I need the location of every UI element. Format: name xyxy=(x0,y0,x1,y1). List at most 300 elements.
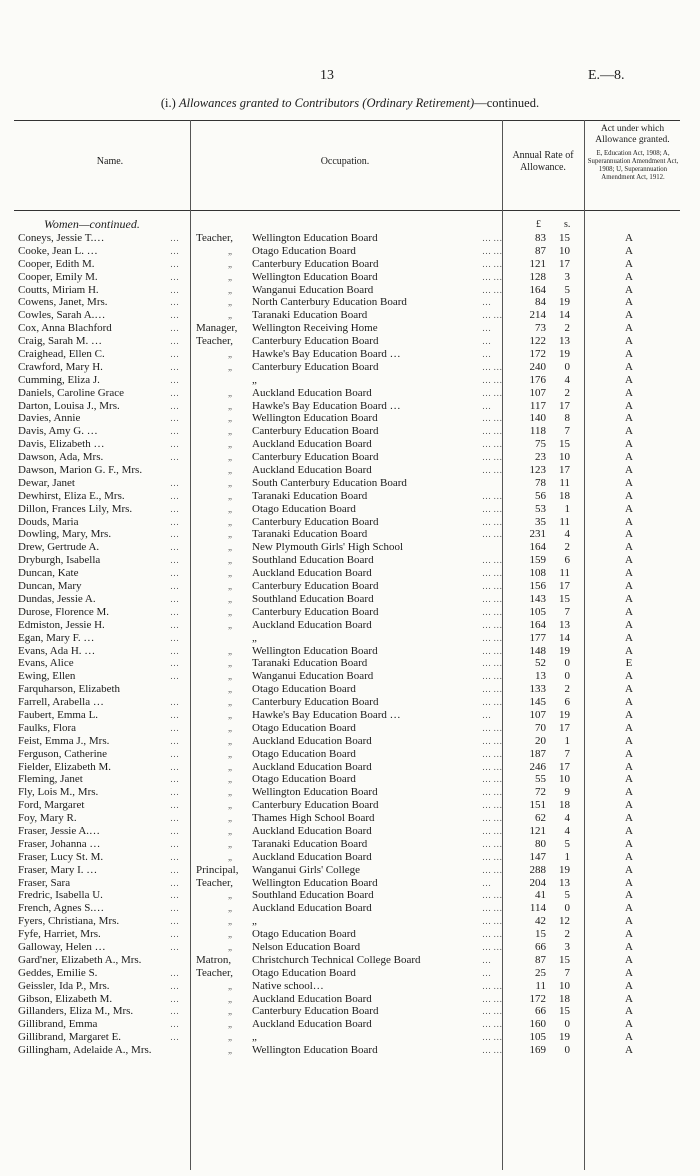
occupation-board: Wellington Education Board xyxy=(252,412,378,425)
leader-dots: … xyxy=(170,400,179,411)
row-name: Davis, Elizabeth … xyxy=(18,438,105,451)
table-row xyxy=(0,877,700,890)
leader-dots: … xyxy=(170,503,179,514)
act-code: A xyxy=(625,824,633,837)
ditto-mark: „ xyxy=(228,439,232,450)
row-name: Gillingham, Adelaide A., Mrs. xyxy=(18,1044,152,1057)
ditto-mark: „ xyxy=(228,426,232,437)
act-code: A xyxy=(625,283,633,296)
occupation-board: Otago Education Board xyxy=(252,683,356,696)
leader-dots: … xyxy=(170,452,179,463)
allowance-shillings: 19 xyxy=(559,708,570,721)
leader-dots: … … xyxy=(482,851,503,862)
leader-dots: … xyxy=(170,864,179,875)
table-row xyxy=(0,606,700,619)
occupation-board: North Canterbury Education Board xyxy=(252,296,407,309)
leader-dots: … xyxy=(170,697,179,708)
occupation-board: Canterbury Education Board xyxy=(252,451,379,464)
allowance-pounds: 118 xyxy=(529,425,546,438)
allowance-shillings: 5 xyxy=(564,283,570,296)
ditto-mark: „ xyxy=(228,916,232,927)
row-name: Fielder, Elizabeth M. xyxy=(18,760,112,773)
row-name: Douds, Maria xyxy=(18,515,79,528)
occupation-board: Taranaki Education Board xyxy=(252,657,368,670)
allowance-pounds: 83 xyxy=(535,232,546,244)
act-code: A xyxy=(625,296,633,309)
allowance-shillings: 17 xyxy=(559,580,570,593)
ditto-mark: „ xyxy=(228,593,232,604)
ditto-mark: „ xyxy=(228,671,232,682)
ditto-mark: „ xyxy=(228,310,232,321)
shilling-symbol: s. xyxy=(564,219,571,230)
row-name: Dawson, Ada, Mrs. xyxy=(18,451,104,464)
allowance-pounds: 72 xyxy=(535,786,546,799)
occupation-board: Hawke's Bay Education Board … xyxy=(252,399,401,412)
occupation-board: Otago Education Board xyxy=(252,244,356,257)
act-code: A xyxy=(625,863,633,876)
leader-dots: … xyxy=(170,606,179,617)
act-code: A xyxy=(625,360,633,373)
leader-dots: … xyxy=(170,671,179,682)
table-row xyxy=(0,657,700,670)
leader-dots: … … xyxy=(482,258,503,269)
occupation-board: Otago Education Board xyxy=(252,721,356,734)
act-code: A xyxy=(625,670,633,683)
ditto-mark: „ xyxy=(228,477,232,488)
leader-dots: … xyxy=(170,941,179,952)
allowance-pounds: 172 xyxy=(529,348,546,361)
allowance-pounds: 23 xyxy=(535,451,546,464)
leader-dots: … xyxy=(170,967,179,978)
act-code: A xyxy=(625,979,633,992)
table-row xyxy=(0,941,700,954)
leader-dots: … … xyxy=(482,929,503,940)
occupation-role: Teacher, xyxy=(196,335,233,348)
allowance-shillings: 0 xyxy=(564,1018,570,1031)
allowance-pounds: 56 xyxy=(535,489,546,502)
allowance-shillings: 2 xyxy=(564,683,570,696)
allowance-shillings: 17 xyxy=(559,399,570,412)
ditto-mark: „ xyxy=(228,941,232,952)
act-code: A xyxy=(625,902,633,915)
allowance-shillings: 1 xyxy=(564,502,570,515)
table-row xyxy=(0,915,700,928)
leader-dots: … xyxy=(170,1032,179,1043)
act-code: A xyxy=(625,373,633,386)
table-row xyxy=(0,554,700,567)
leader-dots: … … xyxy=(482,271,503,282)
act-code: A xyxy=(625,232,633,244)
act-code: A xyxy=(625,476,633,489)
allowance-shillings: 7 xyxy=(564,425,570,438)
occupation-role: Matron, xyxy=(196,953,232,966)
leader-dots: … xyxy=(170,413,179,424)
leader-dots: … xyxy=(170,490,179,501)
allowance-shillings: 2 xyxy=(564,541,570,554)
ditto-mark: „ xyxy=(228,929,232,940)
ditto-mark: „ xyxy=(228,735,232,746)
act-code: A xyxy=(625,876,633,889)
allowance-shillings: 4 xyxy=(564,812,570,825)
allowance-shillings: 10 xyxy=(559,244,570,257)
table-row xyxy=(0,825,700,838)
leader-dots: … … xyxy=(482,426,503,437)
ditto-mark: „ xyxy=(228,349,232,360)
leader-dots: … … xyxy=(482,903,503,914)
allowance-pounds: 143 xyxy=(529,592,546,605)
occupation-board: Southland Education Board xyxy=(252,554,374,567)
table-row xyxy=(0,748,700,761)
table-row xyxy=(0,541,700,554)
leader-dots: … … xyxy=(482,658,503,669)
ditto-mark: „ xyxy=(228,697,232,708)
table-row xyxy=(0,980,700,993)
leader-dots: … xyxy=(170,271,179,282)
occupation-board: Wellington Education Board xyxy=(252,786,378,799)
act-code: A xyxy=(625,773,633,786)
table-row xyxy=(0,902,700,915)
table-row xyxy=(0,284,700,297)
leader-dots: … … xyxy=(482,619,503,630)
row-name: Farquharson, Elizabeth xyxy=(18,683,121,696)
act-code: A xyxy=(625,567,633,580)
leader-dots: … xyxy=(170,593,179,604)
allowance-shillings: 1 xyxy=(564,850,570,863)
allowance-shillings: 0 xyxy=(564,1044,570,1057)
ditto-mark: „ xyxy=(228,838,232,849)
ditto-mark: „ xyxy=(228,1019,232,1030)
table-row xyxy=(0,245,700,258)
allowance-shillings: 13 xyxy=(559,335,570,348)
occupation-board: Auckland Education Board xyxy=(252,618,372,631)
occupation-board: Auckland Education Board xyxy=(252,992,372,1005)
occupation-board: Canterbury Education Board xyxy=(252,605,379,618)
leader-dots: … … xyxy=(482,439,503,450)
leader-dots: … xyxy=(170,361,179,372)
leader-dots: … xyxy=(170,632,179,643)
row-name: Durose, Florence M. xyxy=(18,605,110,618)
act-code: A xyxy=(625,489,633,502)
table-row xyxy=(0,812,700,825)
leader-dots: … … xyxy=(482,735,503,746)
allowance-pounds: 160 xyxy=(529,1018,546,1031)
leader-dots: … xyxy=(482,336,491,347)
allowance-pounds: 70 xyxy=(535,721,546,734)
row-name: Cooke, Jean L. … xyxy=(18,244,98,257)
allowance-shillings: 4 xyxy=(564,824,570,837)
act-code: A xyxy=(625,966,633,979)
leader-dots: … xyxy=(170,709,179,720)
row-name: Cowles, Sarah A.… xyxy=(18,309,106,322)
occupation-board: Canterbury Education Board xyxy=(252,799,379,812)
occupation-board: Wellington Education Board xyxy=(252,1044,378,1057)
row-name: Fraser, Sara xyxy=(18,876,71,889)
leader-dots: … xyxy=(170,555,179,566)
ditto-mark: „ xyxy=(228,761,232,772)
leader-dots: … xyxy=(170,851,179,862)
occupation-board: Wellington Education Board xyxy=(252,270,378,283)
row-name: Duncan, Mary xyxy=(18,580,82,593)
header-bottom-rule xyxy=(14,210,680,211)
ditto-mark: „ xyxy=(228,568,232,579)
act-code: A xyxy=(625,889,633,902)
leader-dots: … … xyxy=(482,697,503,708)
ditto-mark: „ xyxy=(228,413,232,424)
allowance-pounds: 105 xyxy=(529,605,546,618)
leader-dots: … … xyxy=(482,284,503,295)
leader-dots: … … xyxy=(482,774,503,785)
table-row xyxy=(0,296,700,309)
occupation-board: Auckland Education Board xyxy=(252,824,372,837)
act-code: A xyxy=(625,554,633,567)
leader-dots: … … xyxy=(482,748,503,759)
leader-dots: … … xyxy=(482,387,503,398)
ditto-mark: „ xyxy=(228,825,232,836)
row-name: Cumming, Eliza J. xyxy=(18,373,100,386)
leader-dots: … xyxy=(170,838,179,849)
table-row xyxy=(0,838,700,851)
table-row xyxy=(0,348,700,361)
row-name: Fly, Lois M., Mrs. xyxy=(18,786,99,799)
act-code: A xyxy=(625,502,633,515)
leader-dots: … xyxy=(170,658,179,669)
table-row xyxy=(0,593,700,606)
row-name: Cowens, Janet, Mrs. xyxy=(18,296,108,309)
ditto-mark: „ xyxy=(228,516,232,527)
leader-dots: … … xyxy=(482,645,503,656)
table-row xyxy=(0,477,700,490)
allowance-pounds: 62 xyxy=(535,812,546,825)
act-code: A xyxy=(625,1005,633,1018)
allowance-pounds: 133 xyxy=(529,683,546,696)
occupation-board: Auckland Education Board xyxy=(252,464,372,477)
table-row xyxy=(0,761,700,774)
leader-dots: … … xyxy=(482,490,503,501)
table-row xyxy=(0,645,700,658)
ditto-mark: „ xyxy=(228,490,232,501)
allowance-pounds: 121 xyxy=(529,824,546,837)
allowance-pounds: 66 xyxy=(535,940,546,953)
allowance-shillings: 11 xyxy=(559,515,570,528)
row-name: Dewar, Janet xyxy=(18,476,75,489)
act-code: A xyxy=(625,1031,633,1044)
allowance-pounds: 164 xyxy=(529,541,546,554)
row-name: Crawford, Mary H. xyxy=(18,360,103,373)
allowance-pounds: 78 xyxy=(535,476,546,489)
occupation-board: Hawke's Bay Education Board … xyxy=(252,348,401,361)
occupation-role: Principal, xyxy=(196,863,239,876)
occupation-role: Teacher, xyxy=(196,232,233,244)
row-name: Dryburgh, Isabella xyxy=(18,554,101,567)
ditto-mark: „ xyxy=(228,684,232,695)
row-name: Galloway, Helen … xyxy=(18,940,106,953)
row-name: Ferguson, Catherine xyxy=(18,747,108,760)
ditto-mark: „ xyxy=(228,1006,232,1017)
table-row xyxy=(0,309,700,322)
table-row xyxy=(0,722,700,735)
leader-dots: … xyxy=(482,954,491,965)
allowance-pounds: 107 xyxy=(529,708,546,721)
occupation-board: Auckland Education Board xyxy=(252,386,372,399)
allowance-pounds: 176 xyxy=(529,373,546,386)
leader-dots: … … xyxy=(482,516,503,527)
row-name: Davis, Amy G. … xyxy=(18,425,98,438)
occupation-board: Canterbury Education Board xyxy=(252,1005,379,1018)
leader-dots: … xyxy=(170,735,179,746)
occupation-board: Otago Education Board xyxy=(252,928,356,941)
act-code: A xyxy=(625,734,633,747)
occupation-board: South Canterbury Education Board xyxy=(252,476,407,489)
ditto-mark: „ xyxy=(228,1045,232,1056)
leader-dots: … xyxy=(170,761,179,772)
leader-dots: … xyxy=(170,233,179,243)
allowance-shillings: 15 xyxy=(559,1005,570,1018)
act-code: A xyxy=(625,605,633,618)
leader-dots: … xyxy=(170,748,179,759)
section-heading: Women—continued. xyxy=(44,217,140,231)
act-code: A xyxy=(625,451,633,464)
leader-dots: … xyxy=(170,800,179,811)
leader-dots: … xyxy=(482,709,491,720)
leader-dots: … xyxy=(170,323,179,334)
leader-dots: … xyxy=(482,877,491,888)
allowance-shillings: 18 xyxy=(559,799,570,812)
allowance-shillings: 7 xyxy=(564,747,570,760)
leader-dots: … xyxy=(170,916,179,927)
ditto-mark: „ xyxy=(228,271,232,282)
table-row xyxy=(0,851,700,864)
allowance-pounds: 240 xyxy=(529,360,546,373)
act-code: A xyxy=(625,708,633,721)
allowance-shillings: 17 xyxy=(559,721,570,734)
page-header xyxy=(0,68,700,88)
allowance-pounds: 35 xyxy=(535,515,546,528)
leader-dots: … … xyxy=(482,838,503,849)
row-name: Dillon, Frances Lily, Mrs. xyxy=(18,502,133,515)
leader-dots: … xyxy=(170,903,179,914)
act-code: A xyxy=(625,940,633,953)
occupation-board: Taranaki Education Board xyxy=(252,489,368,502)
act-code: A xyxy=(625,348,633,361)
allowance-pounds: 145 xyxy=(529,696,546,709)
leader-dots: … … xyxy=(482,568,503,579)
table-row xyxy=(0,361,700,374)
ditto-mark: „ xyxy=(228,555,232,566)
allowance-shillings: 5 xyxy=(564,889,570,902)
table-row xyxy=(0,232,700,245)
page-number: 13 xyxy=(320,68,334,83)
act-code: A xyxy=(625,335,633,348)
act-code: A xyxy=(625,760,633,773)
table-row xyxy=(0,490,700,503)
leader-dots: … … xyxy=(482,813,503,824)
table-row xyxy=(0,683,700,696)
allowance-shillings: 3 xyxy=(564,940,570,953)
row-name: Geddes, Emilie S. xyxy=(18,966,98,979)
allowance-pounds: 87 xyxy=(535,953,546,966)
occupation-board: Christchurch Technical College Board xyxy=(252,953,421,966)
allowance-shillings: 8 xyxy=(564,412,570,425)
act-code: A xyxy=(625,928,633,941)
allowance-pounds: 231 xyxy=(529,528,546,541)
leader-dots: … … xyxy=(482,761,503,772)
column-header-act: Act under which Allowance granted. xyxy=(595,124,670,145)
act-code: A xyxy=(625,464,633,477)
allowance-shillings: 3 xyxy=(564,270,570,283)
act-code: A xyxy=(625,747,633,760)
leader-dots: … xyxy=(170,258,179,269)
leader-dots: … … xyxy=(482,233,503,243)
table-row xyxy=(0,451,700,464)
table-row xyxy=(0,503,700,516)
allowance-pounds: 246 xyxy=(529,760,546,773)
occupation-board: Auckland Education Board xyxy=(252,760,372,773)
table-row xyxy=(0,799,700,812)
allowance-pounds: 148 xyxy=(529,644,546,657)
occupation-board: New Plymouth Girls' High School xyxy=(252,541,404,554)
row-name: Craig, Sarah M. … xyxy=(18,335,103,348)
occupation-board: „ xyxy=(252,373,257,386)
allowance-pounds: 169 xyxy=(529,1044,546,1057)
occupation-board: Thames High School Board xyxy=(252,812,375,825)
ditto-mark: „ xyxy=(228,258,232,269)
allowance-shillings: 19 xyxy=(559,1031,570,1044)
ditto-mark: „ xyxy=(228,606,232,617)
leader-dots: … xyxy=(170,349,179,360)
leader-dots: … … xyxy=(482,503,503,514)
act-code: A xyxy=(625,580,633,593)
table-row xyxy=(0,889,700,902)
row-name: Coneys, Jessie T.… xyxy=(18,232,105,244)
act-code: A xyxy=(625,812,633,825)
allowance-pounds: 151 xyxy=(529,799,546,812)
allowance-shillings: 0 xyxy=(564,360,570,373)
leader-dots: … … xyxy=(482,632,503,643)
act-code: A xyxy=(625,618,633,631)
ditto-mark: „ xyxy=(228,813,232,824)
occupation-board: Taranaki Education Board xyxy=(252,309,368,322)
leader-dots: … xyxy=(170,374,179,385)
row-name: Evans, Ada H. … xyxy=(18,644,96,657)
leader-dots: … … xyxy=(482,452,503,463)
allowance-shillings: 13 xyxy=(559,876,570,889)
act-code: A xyxy=(625,644,633,657)
ditto-mark: „ xyxy=(228,993,232,1004)
occupation-board: Canterbury Education Board xyxy=(252,425,379,438)
table-row xyxy=(0,786,700,799)
allowance-pounds: 204 xyxy=(529,876,546,889)
row-name: Dowling, Mary, Mrs. xyxy=(18,528,112,541)
row-name: Edmiston, Jessie H. xyxy=(18,618,105,631)
table-row xyxy=(0,567,700,580)
leader-dots: … xyxy=(170,387,179,398)
table-row xyxy=(0,335,700,348)
table-row xyxy=(0,516,700,529)
row-name: Coutts, Miriam H. xyxy=(18,283,99,296)
allowance-pounds: 187 xyxy=(529,747,546,760)
row-name: Evans, Alice xyxy=(18,657,74,670)
leader-dots: … xyxy=(170,980,179,991)
allowance-pounds: 11 xyxy=(535,979,546,992)
allowance-pounds: 87 xyxy=(535,244,546,257)
act-code: A xyxy=(625,309,633,322)
leader-dots: … … xyxy=(482,581,503,592)
allowance-pounds: 25 xyxy=(535,966,546,979)
allowance-pounds: 53 xyxy=(535,502,546,515)
leader-dots: … xyxy=(170,1006,179,1017)
allowance-pounds: 41 xyxy=(535,889,546,902)
row-name: Ewing, Ellen xyxy=(18,670,76,683)
